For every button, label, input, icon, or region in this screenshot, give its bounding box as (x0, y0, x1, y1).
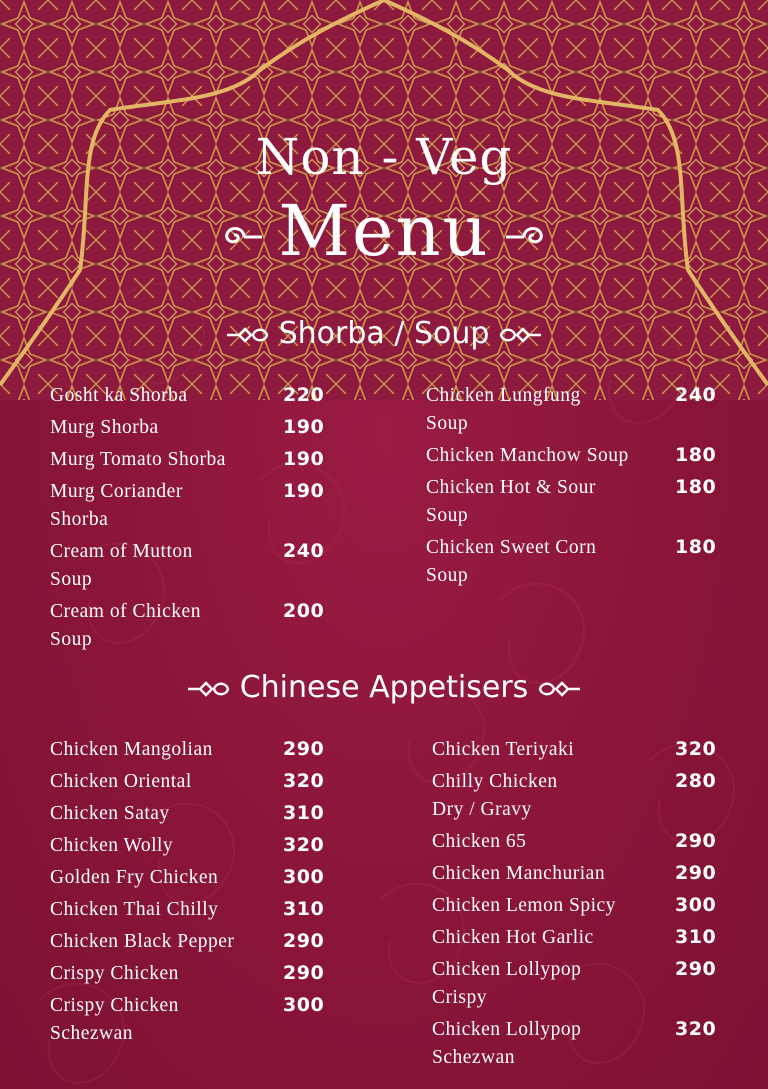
ornament-right-icon (536, 679, 582, 699)
menu-item-price: 300 (283, 866, 325, 888)
menu-item-price: 290 (283, 962, 325, 984)
menu-item (432, 736, 732, 764)
menu-item (432, 924, 732, 952)
menu-item-name: Chicken Lollypop Crispy (432, 959, 582, 1008)
menu-item-name: Chilly Chicken Dry / Gravy (432, 771, 558, 820)
menu-item (50, 960, 340, 988)
menu-item-name: Chicken Teriyaki (432, 739, 575, 760)
menu-item (50, 736, 340, 764)
menu-item-price: 320 (675, 738, 717, 760)
menu-item-name: Golden Fry Chicken (50, 867, 219, 888)
menu-item-name: Chicken Mangolian (50, 739, 213, 760)
ornament-left-icon (225, 325, 271, 345)
menu-item-price: 180 (675, 444, 717, 466)
menu-item-price: 320 (675, 1018, 717, 1040)
menu-item-name: Chicken Lollypop Schezwan (432, 1019, 582, 1068)
menu-item-price: 290 (675, 862, 717, 884)
menu-item-name: Chicken Hot Garlic (432, 927, 594, 948)
soup-right-column (426, 382, 726, 594)
menu-item (50, 800, 340, 828)
menu-item-name: Chicken Sweet Corn Soup (426, 537, 597, 586)
menu-item (50, 538, 340, 594)
menu-item-name: Cream of Chicken Soup (50, 601, 201, 650)
ornament-right-icon (497, 325, 543, 345)
menu-item (50, 446, 340, 474)
menu-item-name: Crispy Chicken (50, 963, 179, 984)
menu-item-name: Crispy Chicken Schezwan (50, 995, 179, 1044)
menu-item-name: Murg Shorba (50, 417, 159, 438)
section-heading-chinese (0, 670, 768, 705)
menu-item-price: 190 (283, 448, 325, 470)
menu-item-name: Chicken 65 (432, 831, 527, 852)
menu-item-price: 290 (283, 930, 325, 952)
menu-item (50, 478, 340, 534)
menu-item-name: Murg Coriander Shorba (50, 481, 183, 530)
menu-item-price: 300 (675, 894, 717, 916)
section-heading-soup (0, 316, 768, 351)
menu-item (50, 896, 340, 924)
menu-item (50, 382, 340, 410)
menu-item (432, 956, 732, 1012)
menu-item (426, 442, 726, 470)
menu-item (432, 892, 732, 920)
menu-item (50, 928, 340, 956)
menu-item (426, 534, 726, 590)
menu-item (50, 768, 340, 796)
swirl-left-icon (218, 224, 264, 250)
menu-item-price: 310 (283, 898, 325, 920)
menu-item-name: Chicken Satay (50, 803, 170, 824)
menu-item-name: Gosht ka Shorba (50, 385, 188, 406)
menu-item-price: 180 (675, 476, 717, 498)
soup-left-column (50, 382, 340, 658)
menu-item-price: 190 (283, 480, 325, 502)
menu-item-name: Chicken Black Pepper (50, 931, 235, 952)
menu-item-price: 290 (675, 958, 717, 980)
menu-item-price: 310 (283, 802, 325, 824)
menu-item-price: 240 (283, 540, 325, 562)
menu-item (50, 414, 340, 442)
section-title: Shorba / Soup (278, 316, 490, 351)
menu-item (432, 860, 732, 888)
menu-item-name: Chicken Lemon Spicy (432, 895, 616, 916)
menu-item-name: Cream of Mutton Soup (50, 541, 193, 590)
chinese-right-column (432, 736, 732, 1076)
menu-item-price: 300 (283, 994, 325, 1016)
menu-title-word: Menu (278, 190, 490, 272)
menu-item (432, 1016, 732, 1072)
menu-item (50, 598, 340, 654)
menu-item-price: 200 (283, 600, 325, 622)
menu-item-price: 290 (675, 830, 717, 852)
menu-item-price: 190 (283, 416, 325, 438)
menu-title-line1: Non - Veg (255, 128, 513, 186)
menu-item-name: Chicken Hot & Sour Soup (426, 477, 596, 526)
section-title: Chinese Appetisers (239, 670, 529, 705)
swirl-right-icon (504, 224, 550, 250)
menu-item-price: 280 (675, 770, 717, 792)
menu-item (432, 768, 732, 824)
menu-item (432, 828, 732, 856)
menu-item-name: Chicken Manchurian (432, 863, 606, 884)
menu-item-price: 320 (283, 770, 325, 792)
menu-item-price: 320 (283, 834, 325, 856)
chinese-left-column (50, 736, 340, 1052)
menu-item-name: Chicken Oriental (50, 771, 192, 792)
menu-item-price: 180 (675, 536, 717, 558)
menu-item-name: Chicken Manchow Soup (426, 445, 629, 466)
menu-item-price: 240 (675, 384, 717, 406)
menu-item (50, 992, 340, 1048)
menu-item (426, 474, 726, 530)
menu-item (50, 832, 340, 860)
menu-item-price: 310 (675, 926, 717, 948)
menu-item-price: 220 (283, 384, 325, 406)
menu-item (50, 864, 340, 892)
ornament-left-icon (186, 679, 232, 699)
menu-item (426, 382, 726, 438)
menu-item-name: Chicken Thai Chilly (50, 899, 219, 920)
menu-item-name: Murg Tomato Shorba (50, 449, 226, 470)
menu-item-name: Chicken Lungfung Soup (426, 385, 581, 434)
menu-title-line2 (0, 190, 768, 272)
menu-item-name: Chicken Wolly (50, 835, 174, 856)
menu-item-price: 290 (283, 738, 325, 760)
